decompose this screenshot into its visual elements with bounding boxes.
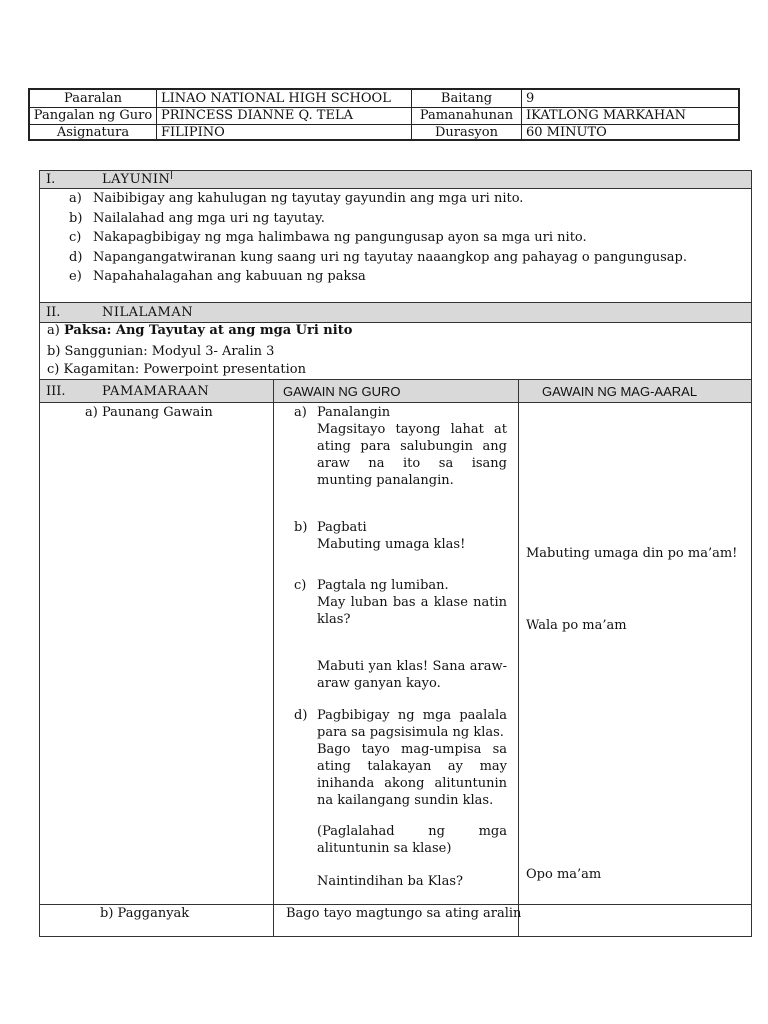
guro-item-title: Pagbibigay ng mga paalala para sa pagsisimula ng klas. <box>317 708 507 740</box>
section-layunin-header <box>40 171 751 189</box>
label-baitang: Baitang <box>411 90 521 107</box>
section-nilalaman-number: II. <box>46 305 61 320</box>
objective-label: b) <box>69 210 83 226</box>
column-gawain-guro: GAWAIN NG GURO <box>283 384 401 399</box>
guro-item-label: d) <box>294 708 308 723</box>
column-gawain-magaaral: GAWAIN NG MAG-AARAL <box>542 384 698 399</box>
header-row-paaralan <box>30 90 738 108</box>
header-row-asignatura <box>30 124 738 141</box>
column-divider <box>518 380 519 937</box>
value-guro: PRINCESS DIANNE Q. TELA <box>156 107 411 124</box>
objective-text: Nailalahad ang mga uri ng tayutay. <box>93 210 325 226</box>
guro-item-label: c) <box>294 578 307 593</box>
label-paaralan: Paaralan <box>64 91 122 106</box>
guro-pagganyak-text: Bago tayo magtungo sa ating aralin <box>286 906 522 921</box>
objective-label: e) <box>69 269 82 284</box>
header-table <box>28 88 740 141</box>
magaaral-response: Wala po ma’am <box>526 618 627 633</box>
section-nilalaman-title: NILALAMAN <box>102 305 194 320</box>
section-pamamaraan-header <box>40 380 751 403</box>
guro-item-question: Naintindihan ba Klas? <box>317 874 463 889</box>
magaaral-response: Opo ma’am <box>526 867 602 882</box>
objective-text: Napahahalagahan ang kabuuan ng paksa <box>93 269 366 284</box>
label-guro: Pangalan ng Guro <box>33 108 153 123</box>
objective-text: Naibibigay ang kahulugan ng tayutay gayundin ang mga uri nito. <box>93 191 524 206</box>
header-tick <box>171 171 172 179</box>
objective-label: d) <box>69 249 83 265</box>
section-pamamaraan-title: PAMAMARAAN <box>102 384 210 399</box>
paksa-label: a) <box>47 323 60 338</box>
section-layunin-title: LAYUNIN <box>102 172 171 187</box>
guro-item-body: Mabuting umaga klas! <box>317 537 466 552</box>
step-pagganyak: b) Pagganyak <box>100 906 190 921</box>
guro-item-title: Panalangin <box>317 405 391 420</box>
step-paunang-gawain: a) Paunang Gawain <box>85 405 213 420</box>
guro-item-body: Mabuti yan klas! Sana araw-araw ganyan kayo. <box>317 659 507 691</box>
objective-label: c) <box>69 230 82 245</box>
sanggunian-line: b) Sanggunian: Modyul 3- Aralin 3 <box>47 344 275 359</box>
label-pamanahunan: Pamanahunan <box>411 107 521 124</box>
guro-item-label: b) <box>294 520 308 535</box>
kagamitan-line: c) Kagamitan: Powerpoint presentation <box>47 362 307 377</box>
objective-text: Napangangatwiranan kung saang uri ng tayutay naaangkop ang pahayag o pangungusap. <box>93 249 687 265</box>
guro-item-title: Pagbati <box>317 520 367 535</box>
guro-item-label: a) <box>294 405 307 420</box>
paksa-line <box>47 323 352 338</box>
label-durasyon: Durasyon <box>411 124 521 141</box>
value-durasyon: 60 MINUTO <box>521 124 740 141</box>
objective-label: a) <box>69 191 82 206</box>
guro-item-body: Bago tayo mag-umpisa sa ating talakayan ay may inihanda akong alituntunin na kailangang sundin klas. <box>317 742 507 808</box>
section-nilalaman-header <box>40 303 751 323</box>
lesson-plan-table <box>39 170 752 937</box>
label-asignatura: Asignatura <box>56 125 130 140</box>
section-pamamaraan-number: III. <box>46 384 66 399</box>
guro-item-note: (Paglalahad ng mga alituntunin sa klase) <box>317 824 507 856</box>
objective-text: Nakapagbibigay ng mga halimbawa ng pangungusap ayon sa mga uri nito. <box>93 230 587 245</box>
header-row-guro <box>30 107 738 125</box>
guro-item-body: Magsitayo tayong lahat at ating para salubungin ang araw na ito sa isang munting panalangin. <box>317 422 507 488</box>
guro-item-title: Pagtala ng lumiban. <box>317 578 449 593</box>
section-layunin-number: I. <box>46 172 56 187</box>
magaaral-response: Mabuting umaga din po ma’am! <box>526 546 738 561</box>
value-baitang: 9 <box>521 90 740 107</box>
value-pamanahunan: IKATLONG MARKAHAN <box>521 107 740 124</box>
paksa-text: Paksa: Ang Tayutay at ang mga Uri nito <box>63 323 353 338</box>
column-divider <box>273 380 274 937</box>
guro-item-body: May luban bas a klase natin klas? <box>317 595 507 627</box>
value-paaralan: LINAO NATIONAL HIGH SCHOOL <box>156 90 411 107</box>
value-asignatura: FILIPINO <box>156 124 411 141</box>
